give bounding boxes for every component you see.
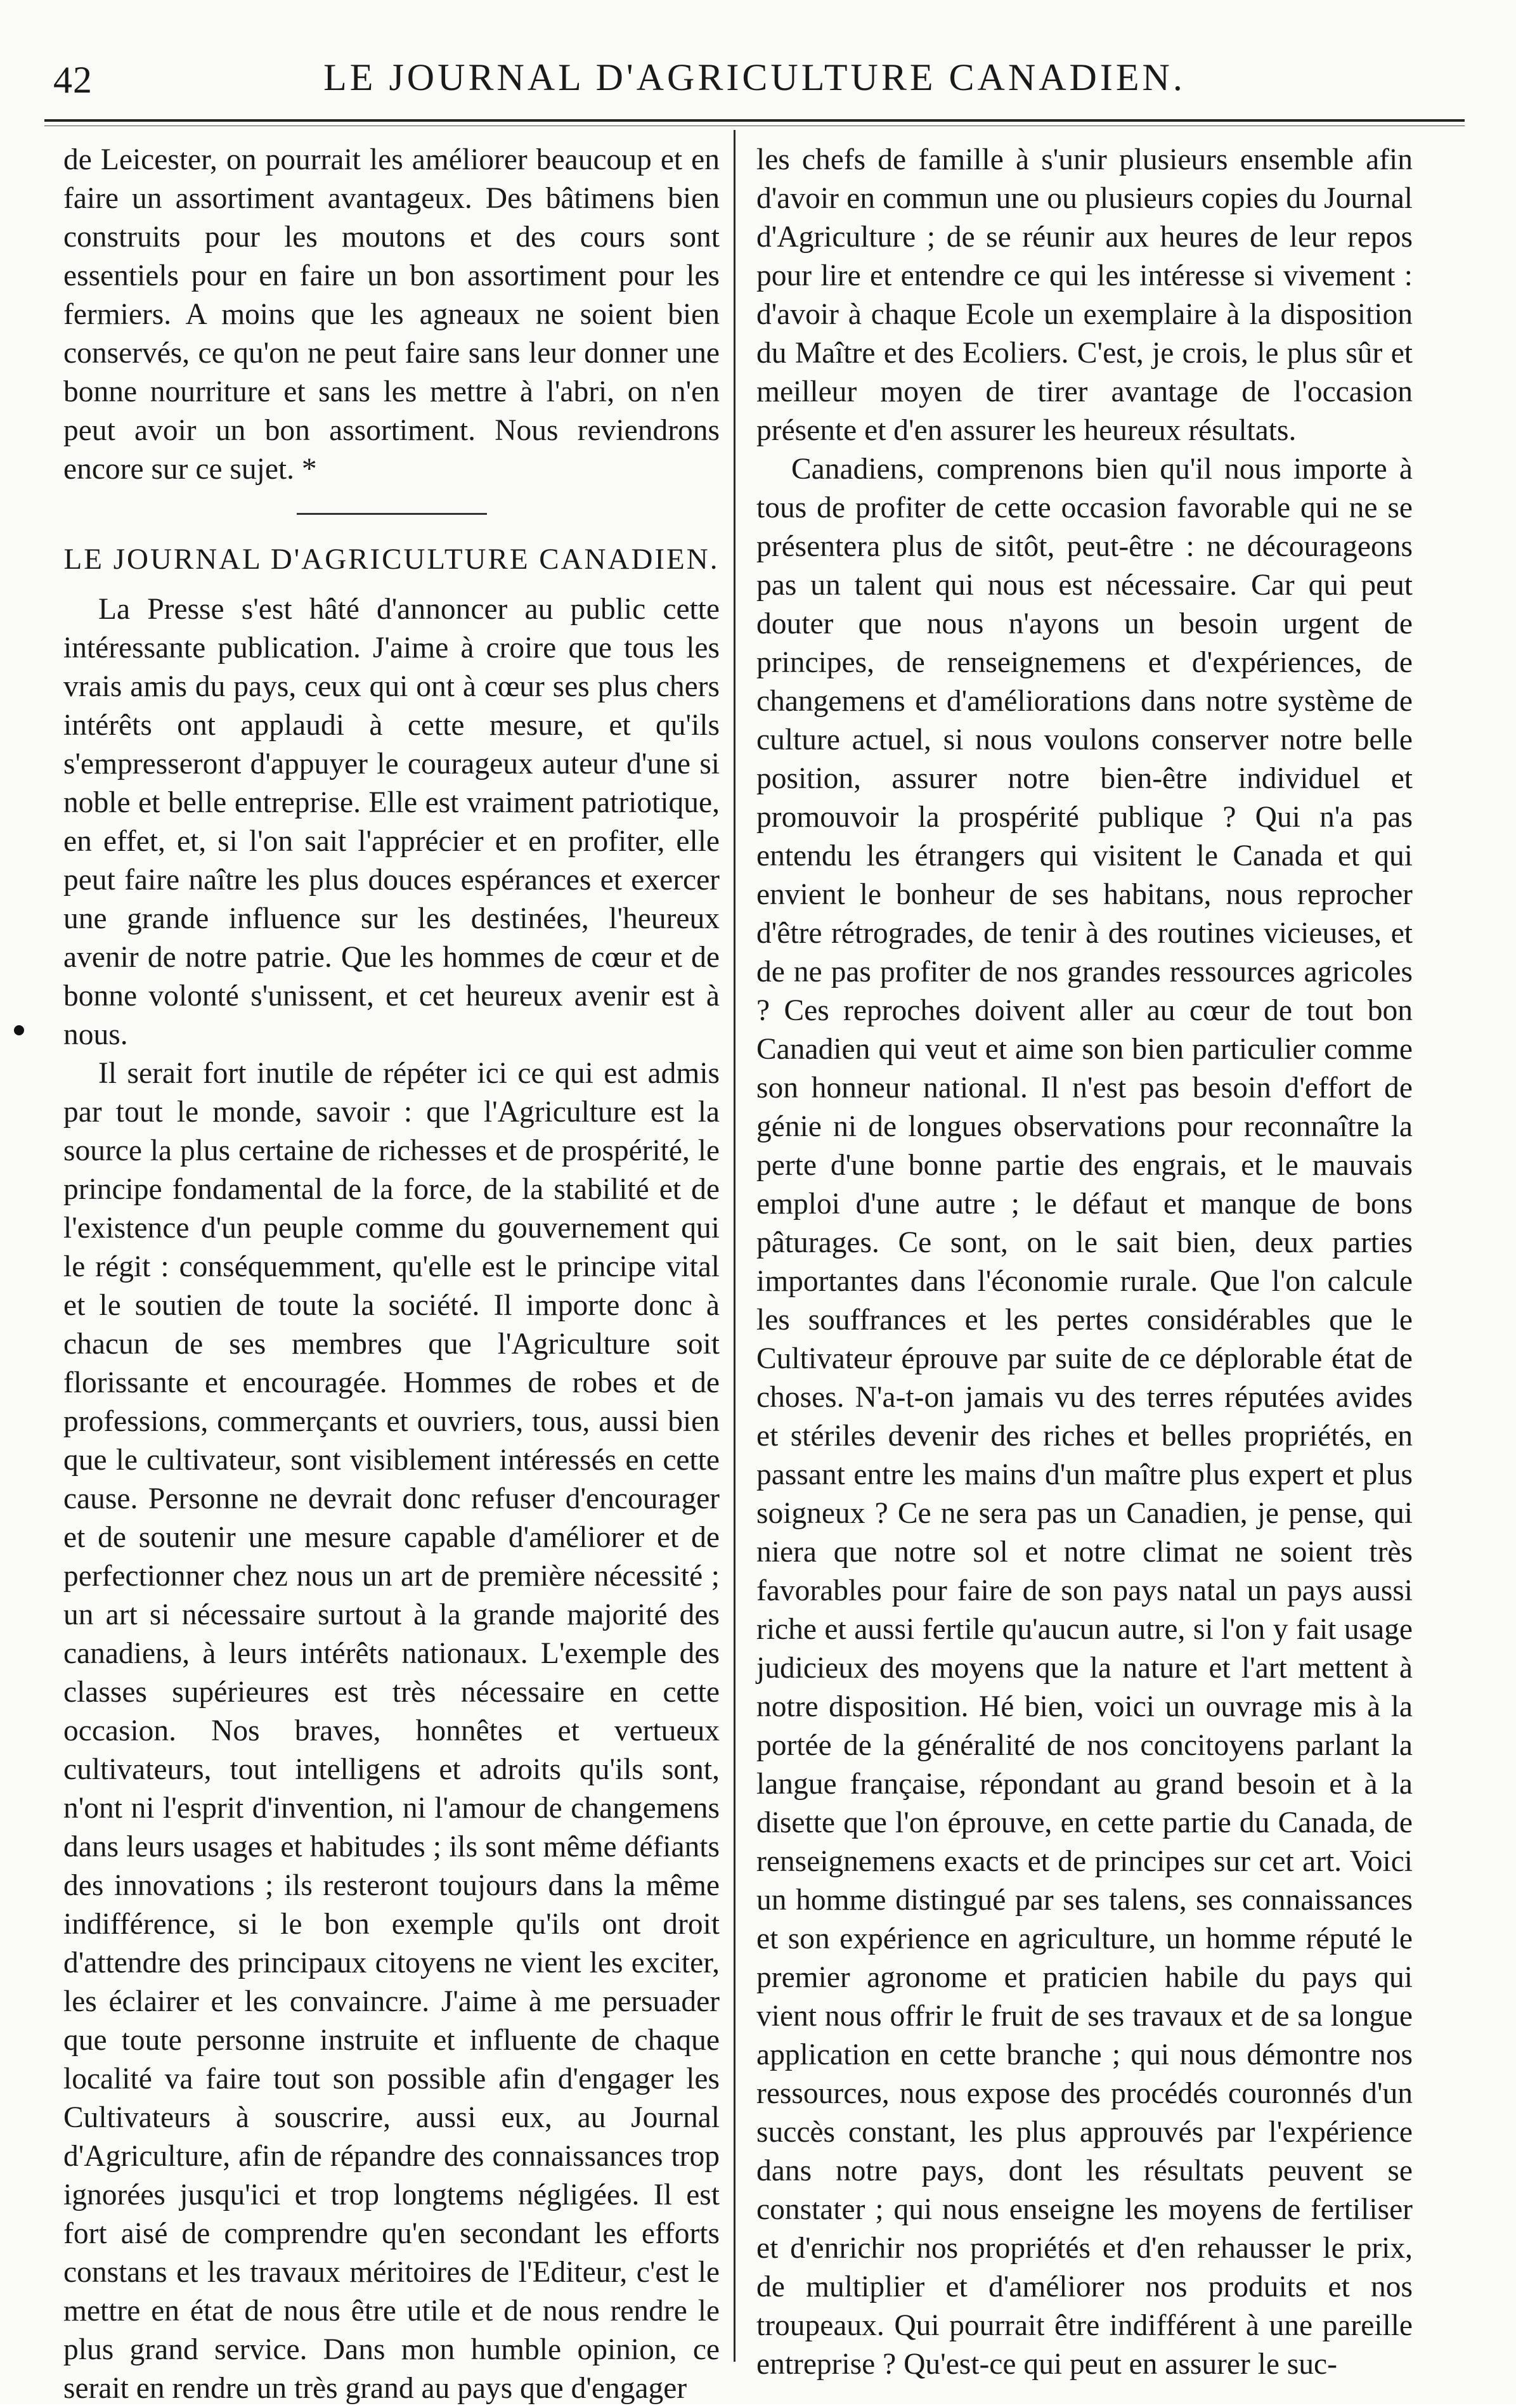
article-continuation: de Leicester, on pourrait les améliorer beaucoup et en faire un assortiment avantageux. Des bâtimens bien construits pour les moutons et des cours sont essentiels pour en faire un bon assortiment pour les fermiers. A moins que les agneaux ne soient bien conservés, ce qu'on ne peut faire sans leur donner une bonne nourriture et sans les mettre à l'abri, on n'en peut avoir un bon assortiment. Nous reviendrons encore sur ce sujet. * <box>63 143 720 486</box>
header-rule <box>44 119 1465 126</box>
running-title: LE JOURNAL D'AGRICULTURE CANADIEN. <box>323 56 1186 98</box>
paragraph-continuation: les chefs de famille à s'unir plusieurs ensemble afin d'avoir en commun une ou plusieurs copies du Journal d'Agriculture ; de se réunir aux heures de leur repos pour lire et entendre ce qui les intéresse si vivement : d'avoir à chaque Ecole un exemplaire à la disposition du Maître et des Ecoliers. C'est, je crois, le plus sûr et meilleur moyen de tirer avantage de l'occasion présente et d'en assurer les heureux résultats. <box>756 143 1413 447</box>
right-column <box>756 141 1413 2384</box>
page-number: 42 <box>53 59 93 101</box>
paragraph: Il serait fort inutile de répéter ici ce qui est admis par tout le monde, savoir : que l'Agriculture est la source la plus certaine de richesses et de prospérité, le principe fondamental de la force, de la stabilité et de l'existence d'un peuple comme du gouvernement qui le régit : conséquemment, qu'elle est le principe vital et le soutien de toute la société. Il importe donc à chacun de ses membres que l'Agriculture soit florissante et encouragée. Hommes de robes et de professions, commerçants et ouvriers, tous, aussi bien que le cultivateur, sont visiblement intéressés en cette cause. Personne ne devrait donc refuser d'encourager et de soutenir une mesure capable d'améliorer et de perfectionner chez nous un art de première nécessité ; un art si nécessaire surtout à la grande majorité des canadiens, à leurs intérêts nationaux. L'exemple des classes supérieures est très nécessaire en cette occasion. Nos braves, honnêtes et vertueux cultivateurs, tout intelligens et adroits qu'ils sont, n'ont ni l'esprit d'invention, ni l'amour de changemens dans leurs usages et habitudes ; ils sont même défiants des innovations ; ils resteront toujours dans la même indifférence, si le bon exemple qu'ils ont droit d'attendre des principaux citoyens ne vient les exciter, les éclairer et les convaincre. J'aime à me persuader que toute personne instruite et influente de chaque localité va faire tout son possible afin d'engager les Cultivateurs à souscrire, aussi eux, au Journal d'Agriculture, afin de répandre des connaissances trop ignorées jusqu'ici et trop longtems négligées. Il est fort aisé de comprendre qu'en secondant les efforts constans et les travaux méritoires de l'Editeur, c'est le mettre en état de nous être utile et de nous rendre le plus grand service. Dans mon humble opinion, ce serait en rendre un très grand au pays que d'engager <box>63 1057 720 2405</box>
left-column <box>63 141 720 2408</box>
margin-mark <box>14 1025 24 1035</box>
paragraph: La Presse s'est hâté d'annoncer au public cette intéressante publication. J'aime à croire que tous les vrais amis du pays, ceux qui ont à cœur ses plus chers intérêts ont applaudi à cette mesure, et qu'ils s'empresseront d'appuyer le courageux auteur d'une si noble et belle entreprise. Elle est vraiment patriotique, en effet, et, si l'on sait l'apprécier et en profiter, elle peut faire naître les plus douces espérances et exercer une grande influence sur les destinées, l'heureux avenir de notre patrie. Que les hommes de cœur et de bonne volonté s'unissent, et cet heureux avenir est à nous. <box>63 593 720 1051</box>
section-heading: LE JOURNAL D'AGRICULTURE CANADIEN. <box>63 543 720 576</box>
page-header <box>44 38 1465 114</box>
column-divider <box>734 130 735 2362</box>
section-rule <box>297 513 487 515</box>
paragraph: Canadiens, comprenons bien qu'il nous importe à tous de profiter de cette occasion favorable qui ne se présentera plus de sitôt, peut-être : ne décourageons pas un talent qui nous est nécessaire. Car qui peut douter que nous n'ayons un besoin urgent de principes, de renseignemens et d'expériences, de changemens et d'améliorations dans notre système de culture actuel, si nous voulons conserver notre belle position, assurer notre bien-être individuel et promouvoir la prospérité publique ? Qui n'a pas entendu les étrangers qui visitent le Canada et qui envient le bonheur de ses habitans, nous reprocher d'être rétrogrades, de tenir à des routines vicieuses, et de ne pas profiter de nos grandes ressources agricoles ? Ces reproches doivent aller au cœur de tout bon Canadien qui veut et aime son bien particulier comme son honneur national. Il n'est pas besoin d'effort de génie ni de longues observations pour reconnaître la perte d'une bonne partie des engrais, et le mauvais emploi d'une autre ; le défaut et manque de bons pâturages. Ce sont, on le sait bien, deux parties importantes dans l'économie rurale. Que l'on calcule les souffrances et les pertes considérables que le Cultivateur éprouve par suite de ce déplorable état de choses. N'a-t-on jamais vu des terres réputées avides et stériles devenir des riches et belles propriétés, en passant entre les mains d'un maître plus expert et plus soigneux ? Ce ne sera pas un Canadien, je pense, qui niera que notre sol et notre climat ne soient très favorables pour faire de son pays natal un pays aussi riche et aussi fertile qu'aucun autre, si l'on y fait usage judicieux des moyens que la nature et l'art mettent à notre disposition. Hé bien, voici un ouvrage mis à la portée de la généralité de nos concitoyens parlant la langue française, répondant au grand besoin et à la disette que l'on éprouve, en cette partie du Canada, de renseignemens exacts et de principes sur cet art. Voici un homme distingué par ses talens, ses connaissances et son expérience en agriculture, un homme réputé le premier agronome et praticien habile du pays qui vient nous offrir le fruit de ses travaux et de sa longue application en cette branche ; qui nous démontre nos ressources, nous expose des procédés couronnés d'un succès constant, les plus approuvés par l'expérience dans notre pays, dont les résultats peuvent se constater ; qui nous enseigne les moyens de fertiliser et d'enrichir nos propriétés et d'en rehausser le prix, de multiplier et d'améliorer nos produits et nos troupeaux. Qui pourrait être indifférent à une pareille entreprise ? Qu'est-ce qui peut en assurer le suc- <box>756 453 1413 2381</box>
